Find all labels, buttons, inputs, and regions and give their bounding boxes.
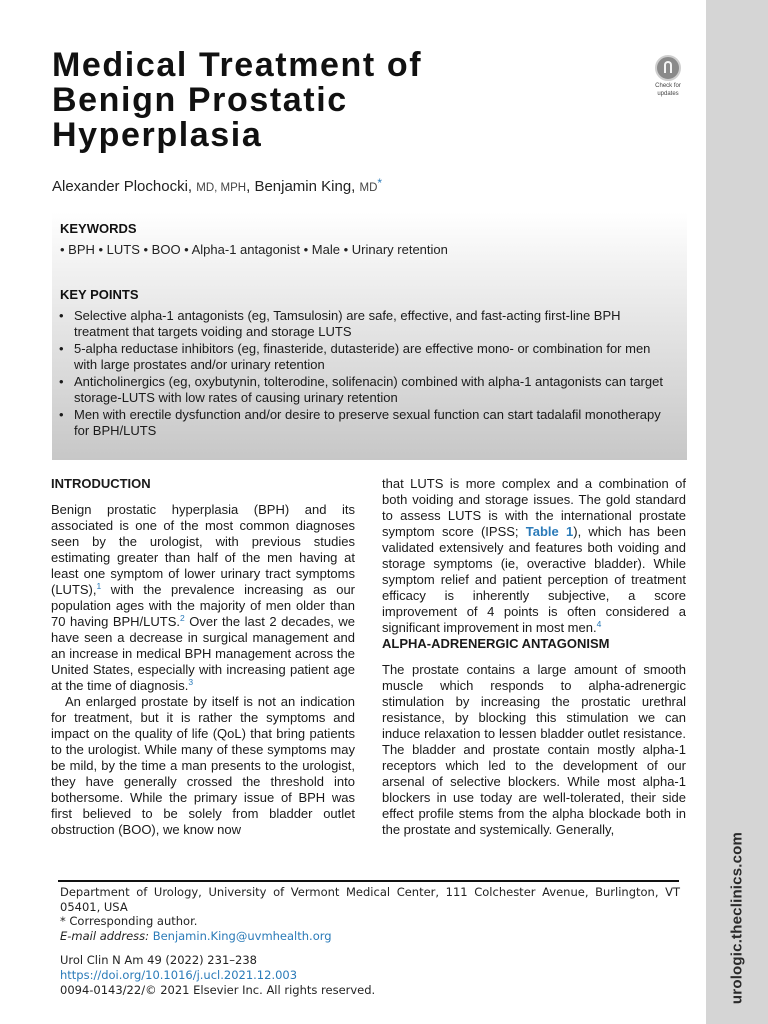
table-1-link[interactable]: Table 1 — [525, 524, 574, 539]
journal-url-vertical[interactable]: urologic.theclinics.com — [728, 831, 746, 1005]
title-line-2: Benign Prostatic — [52, 81, 348, 119]
author-1-name: Alexander Plochocki, — [52, 178, 197, 195]
doi-link[interactable]: https://doi.org/10.1016/j.ucl.2021.12.003 — [60, 968, 298, 982]
key-point-item: • Selective alpha-1 antagonists (eg, Tamsulosin) are safe, effective, and fast-acting first-line BPH treatment that targets voiding and storage LUTS — [58, 308, 674, 339]
bookmark-icon — [655, 55, 681, 81]
introduction-heading: INTRODUCTION — [51, 476, 151, 491]
check-for-updates-badge[interactable] — [650, 55, 686, 97]
key-point-item: • Anticholinergics (eg, oxybutynin, tolterodine, solifenacin) combined with alpha-1 antagonists can target storage-LUTS with low rates of causing urinary retention — [58, 374, 674, 405]
footnote-divider — [58, 880, 679, 882]
intro-paragraph-1 — [51, 502, 355, 694]
journal-citation: Urol Clin N Am 49 (2022) 231–238 — [60, 953, 257, 967]
intro-text-b: with the prevalence increasing as our population ages with the majority of men older than 70 having BPH/LUTS. — [51, 582, 355, 629]
article-title — [52, 48, 572, 153]
alpha-antagonism-heading: ALPHA-ADRENERGIC ANTAGONISM — [382, 636, 610, 651]
intro-text-c: Over the last 2 decades, we have seen a decrease in surgical management and an increase in medical BPH management across the United States, especially with increasing patient age at the time of diagnosis. — [51, 614, 355, 693]
intro-paragraph-2: An enlarged prostate by itself is not an indication for treatment, but it is rather the symptoms and impact on the quality of life (QoL) that bring patients to the urologist. While many of these symptoms may be mild, by the time a man presents to the urologist, they have generally crossed the threshold into bothersome. While the primary issue of BPH was first believed to be solely from bladder outlet obstruction (BOO), we know now — [51, 694, 355, 837]
copyright-line: 0094-0143/22/© 2021 Elsevier Inc. All rights reserved. — [60, 983, 376, 997]
email-label: E-mail address: — [60, 929, 153, 943]
continued-text-a: that LUTS is more complex and a combination of both voiding and storage issues. The gold standard to assess LUTS is with the international prostate symptom score (IPSS; — [382, 476, 686, 539]
badge-label-2: updates — [657, 91, 679, 97]
corresponding-author-note: * Corresponding author. — [60, 914, 198, 928]
author-separator: , — [246, 178, 255, 195]
author-2-name: Benjamin King, — [254, 178, 360, 195]
email-line — [60, 929, 680, 944]
reference-2-link[interactable]: 2 — [180, 613, 185, 623]
email-link[interactable]: Benjamin.King@uvmhealth.org — [152, 929, 332, 943]
affiliation-note: Department of Urology, University of Vermont Medical Center, 111 Colchester Avenue, Burlington, VT 05401, USA — [60, 885, 680, 914]
title-line-3: Hyperplasia — [52, 116, 263, 154]
intro-continued-paragraph — [382, 476, 686, 636]
keywords-heading: KEYWORDS — [60, 221, 137, 236]
badge-label-1: Check for — [655, 83, 681, 89]
intro-text-a: Benign prostatic hyperplasia (BPH) and its associated is one of the most common diagnoses seen by the urologist, with previous studies estimating greater than half of the men having at least one symptom of lower urinary tract symptoms (LUTS), — [51, 502, 355, 597]
key-point-item: • 5-alpha reductase inhibitors (eg, finasteride, dutasteride) are effective mono- or combination for men with large prostates and/or urinary retention — [58, 341, 674, 372]
key-points-list — [58, 308, 674, 440]
title-line-1: Medical Treatment of — [52, 46, 423, 84]
left-column — [51, 476, 355, 838]
right-column — [382, 476, 686, 838]
alpha-antagonism-paragraph: The prostate contains a large amount of smooth muscle which responds to alpha-adrenergic stimulation by increasing the prostatic urethral resistance, by blocking this stimulation we can induce relaxation to lessen bladder outlet resistance. The bladder and prostate contain mostly alpha-1 receptors which led to the development of our arsenal of selective blockers. While most alpha-1 blockers in use today are well-tolerated, their side effect profile stems from the alpha blockade both in the prostate and systemically. Generally, — [382, 662, 686, 837]
author-2-degrees: MD — [359, 182, 378, 194]
reference-1-link[interactable]: 1 — [96, 581, 102, 591]
keywords-list: • BPH • LUTS • BOO • Alpha-1 antagonist • Male • Urinary retention — [60, 242, 448, 257]
key-point-item: • Men with erectile dysfunction and/or desire to preserve sexual function can start tadalafil monotherapy for BPH/LUTS — [58, 407, 674, 438]
key-points-heading: KEY POINTS — [60, 287, 139, 302]
reference-3-link[interactable]: 3 — [188, 677, 194, 687]
author-line — [52, 176, 382, 195]
reference-4-link[interactable]: 4 — [596, 619, 602, 629]
continued-text-b: ), which has been validated extensively and features both voiding and storage symptoms (ie, overactive bladder). While symptom relief and patient perception of treatment efficacy is inherently subjective, a score improvement of 4 points is often considered a significant improvement in most men. — [382, 524, 686, 635]
corresponding-author-marker[interactable]: * — [377, 176, 383, 190]
author-1-degrees: MD, MPH — [196, 182, 247, 194]
